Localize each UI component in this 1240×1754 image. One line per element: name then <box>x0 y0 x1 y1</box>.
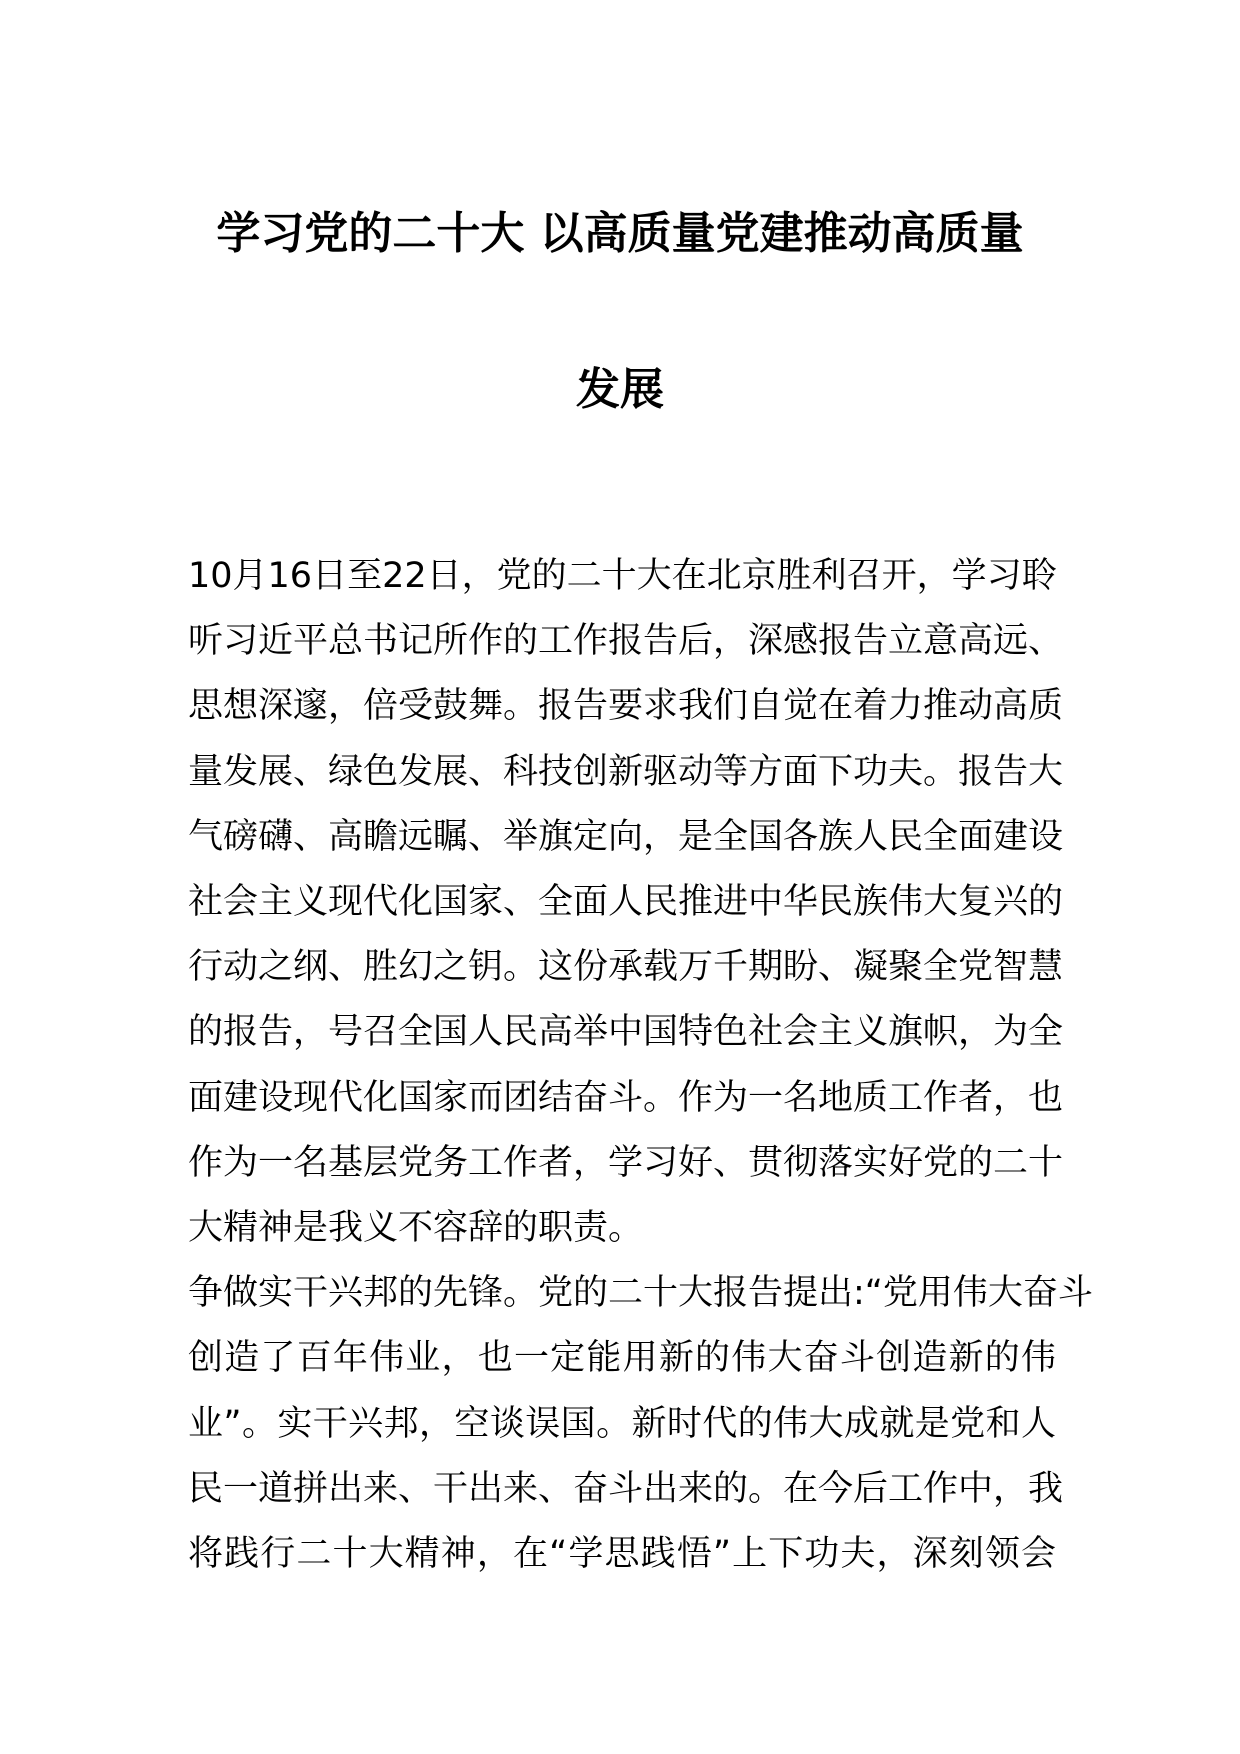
text-line: 量发展、绿色发展、科技创新驱动等方面下功夫。报告大 <box>188 751 1064 792</box>
text-line: 思想深邃，倍受鼓舞。报告要求我们自觉在着力推动高质 <box>188 686 1064 727</box>
paragraph-1 <box>188 544 1064 1261</box>
text-line: 面建设现代化国家而团结奋斗。作为一名地质工作者，也 <box>188 1077 1064 1118</box>
text-line: 创造了百年伟业，也一定能用新的伟大奋斗创造新的伟 <box>188 1338 1056 1379</box>
text-line: 业”。实干兴邦，空谈误国。新时代的伟大成就是党和人 <box>188 1403 1056 1444</box>
text-line: 争做实干兴邦的先锋。党的二十大报告提出:“党用伟大奋斗 <box>188 1273 1093 1314</box>
text-line: 的报告，号召全国人民高举中国特色社会主义旗帜，为全 <box>188 1012 1064 1053</box>
text-line: 大精神是我义不容辞的职责。 <box>188 1208 644 1249</box>
text-line: 作为一名基层党务工作者，学习好、贯彻落实好党的二十 <box>188 1142 1064 1183</box>
text-line: 将践行二十大精神，在“学思践悟”上下功夫，深刻领会 <box>188 1534 1056 1575</box>
text-line: 行动之纲、胜幻之钥。这份承载万千期盼、凝聚全党智慧 <box>188 947 1064 988</box>
document-title-line-2: 发展 <box>576 364 664 415</box>
document-title-line-1: 学习党的二十大 以高质量党建推动高质量 <box>216 208 1024 259</box>
text-line: 民一道拼出来、干出来、奋斗出来的。在今后工作中，我 <box>188 1468 1064 1509</box>
paragraph-2 <box>188 1261 1093 1587</box>
text-line: 听习近平总书记所作的工作报告后，深感报告立意高远、 <box>188 621 1064 662</box>
text-line: 10月16日至22日，党的二十大在北京胜利召开，学习聆 <box>188 556 1057 596</box>
document-body <box>188 544 1093 1587</box>
text-line: 社会主义现代化国家、全面人民推进中华民族伟大复兴的 <box>188 882 1064 923</box>
text-line: 气磅礴、高瞻远瞩、举旗定向，是全国各族人民全面建设 <box>188 816 1064 857</box>
